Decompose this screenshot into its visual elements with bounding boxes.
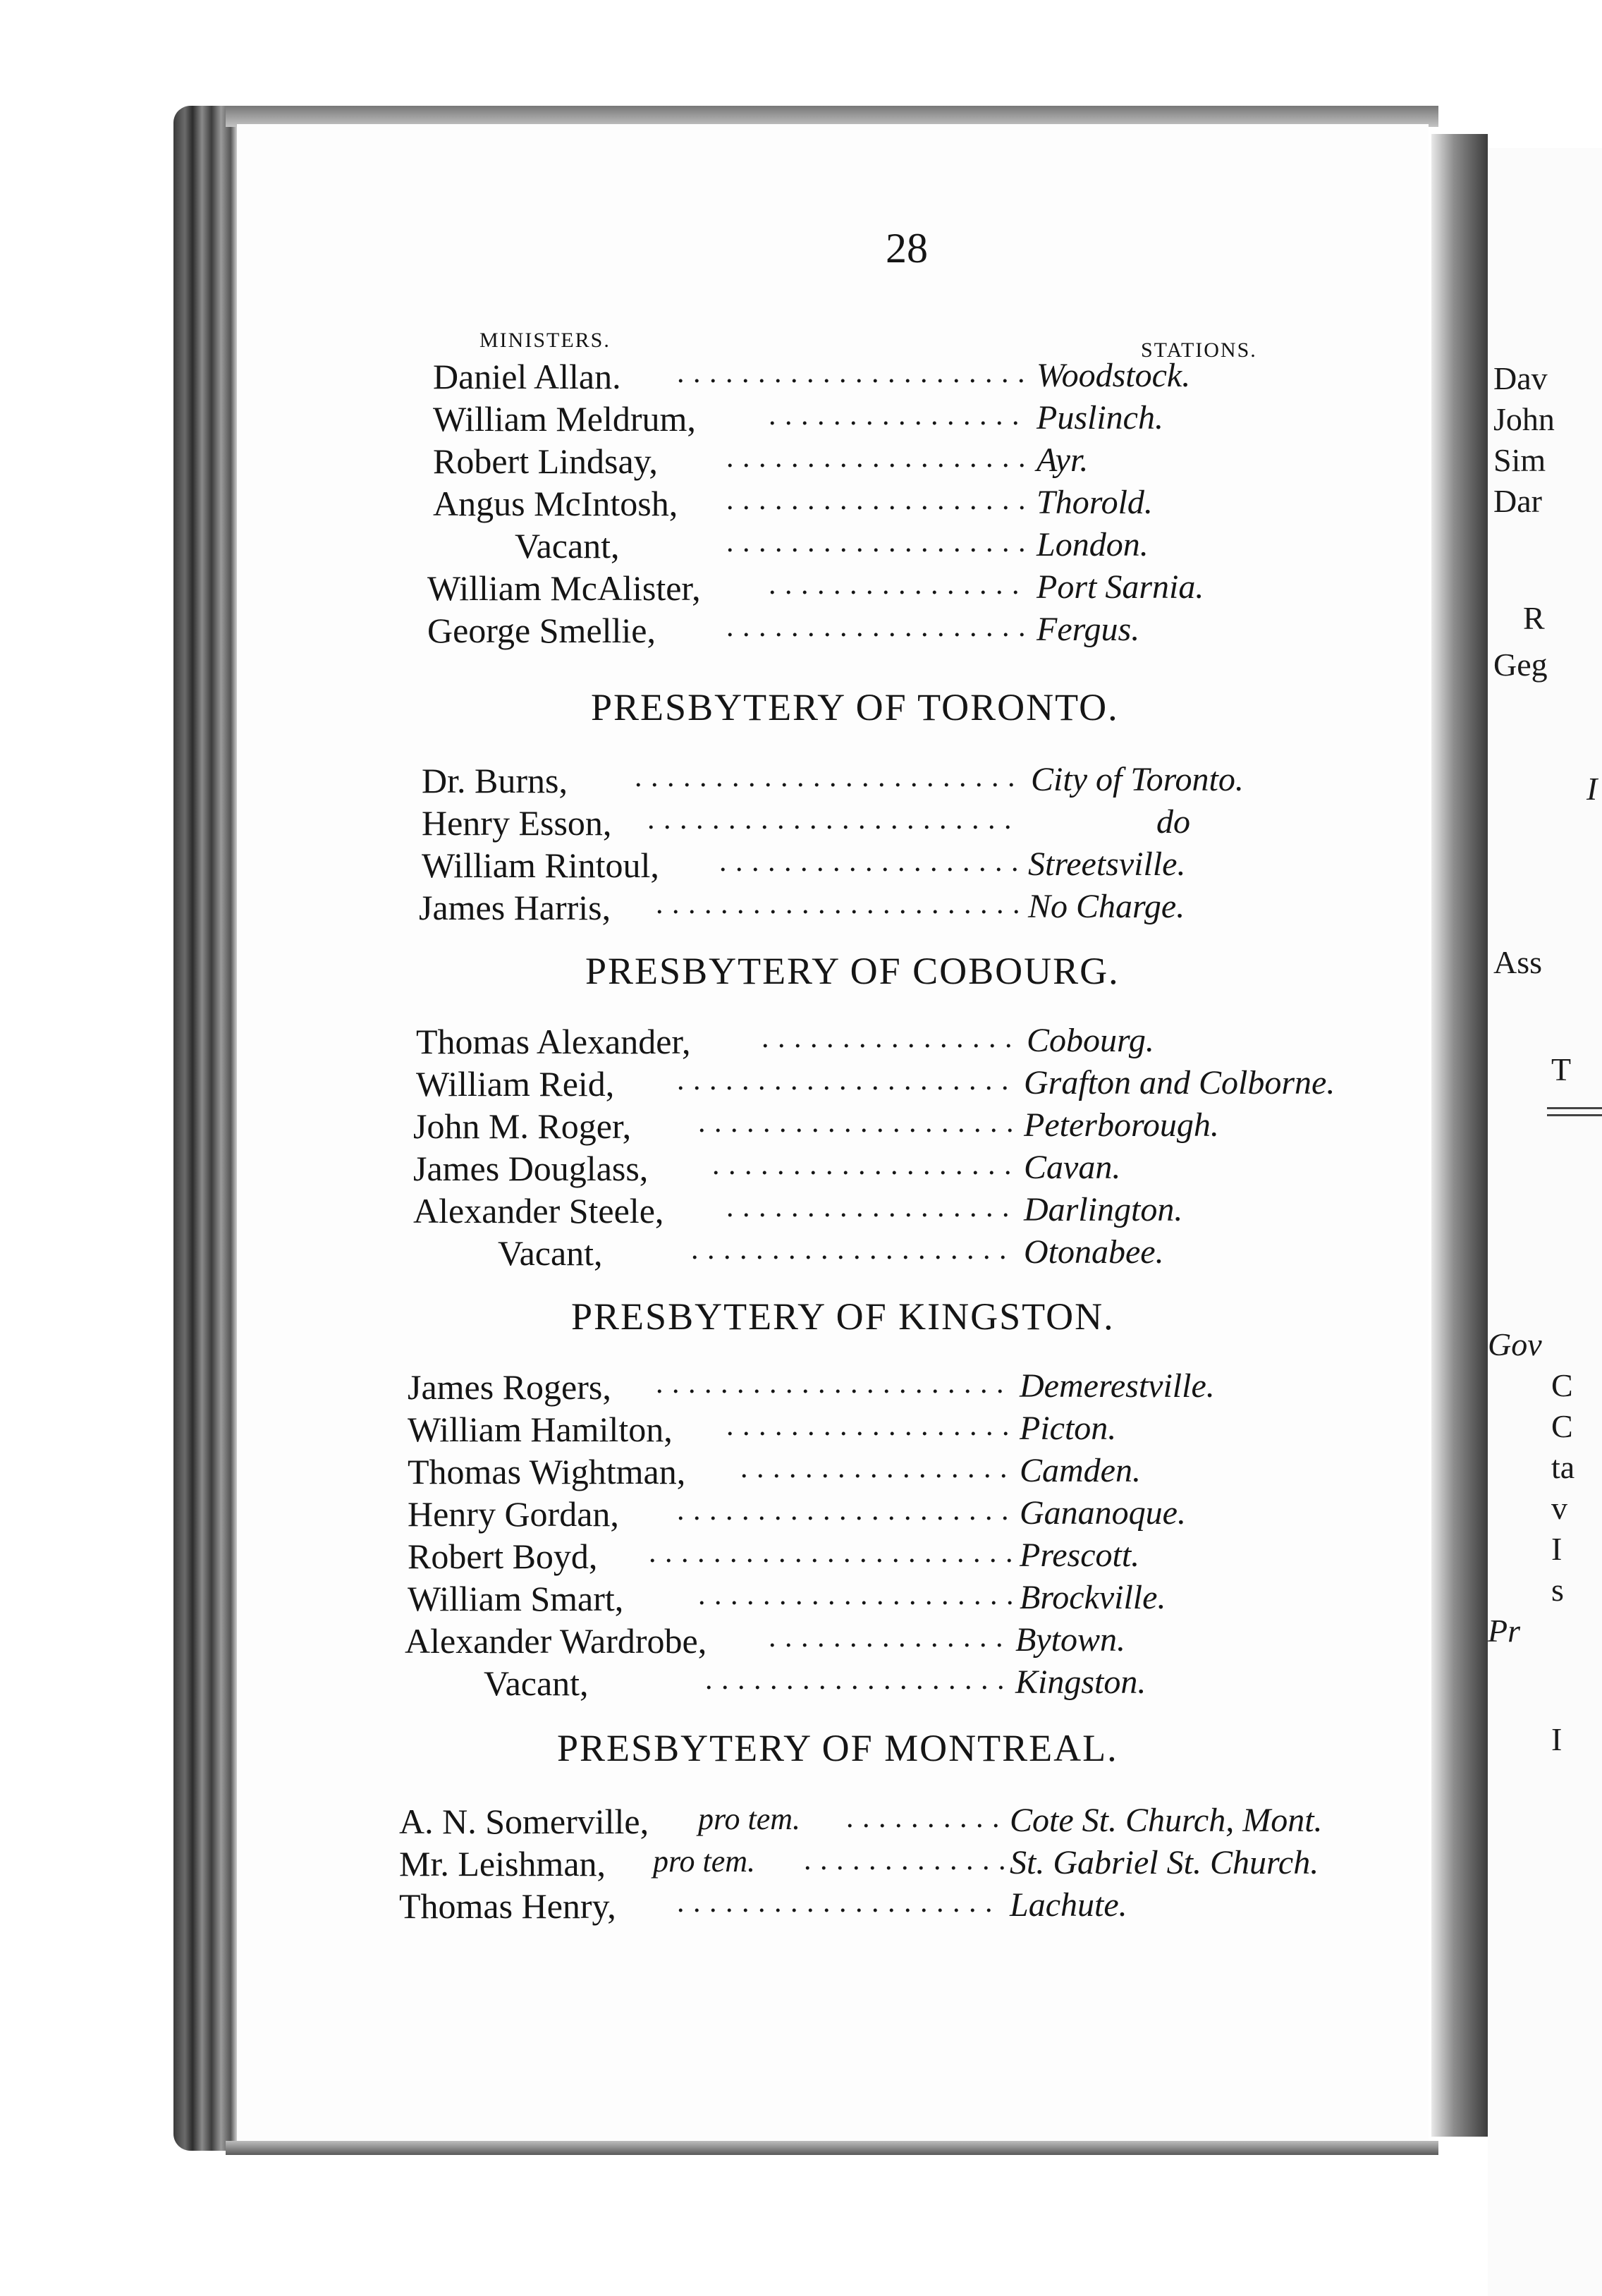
- dot-leaders: [726, 441, 1029, 483]
- minister-name: George Smellie,: [427, 611, 656, 650]
- presbytery-heading: PRESBYTERY OF MONTREAL.: [557, 1727, 1118, 1769]
- facing-page-fragment: v: [1551, 1490, 1567, 1526]
- minister-entry: [0, 1148, 1602, 1190]
- dot-leaders: [769, 1620, 1015, 1663]
- minister-entry: [0, 802, 1602, 845]
- minister-name: John M. Roger,: [413, 1106, 632, 1146]
- page-bottom-edge: [226, 2141, 1438, 2155]
- station-name: No Charge.: [1028, 888, 1185, 925]
- minister-entry: [0, 887, 1602, 929]
- facing-page-fragment: T: [1551, 1051, 1572, 1087]
- station-name: City of Toronto.: [1031, 761, 1244, 798]
- presbytery-heading: PRESBYTERY OF COBOURG.: [585, 950, 1120, 992]
- minister-name: Thomas Wightman,: [408, 1452, 686, 1491]
- station-name: Cobourg.: [1027, 1022, 1154, 1059]
- facing-page-fragment: I: [1551, 1531, 1563, 1567]
- minister-entry: [0, 610, 1602, 652]
- station-name: Prescott.: [1020, 1537, 1140, 1574]
- minister-name: Alexander Steele,: [413, 1191, 664, 1231]
- minister-name: Vacant,: [484, 1663, 589, 1703]
- dot-leaders: [769, 398, 1029, 441]
- facing-page-fragment: I: [1586, 771, 1598, 807]
- dot-leaders: [719, 845, 1022, 887]
- dot-leaders: [677, 1886, 1008, 1928]
- station-name: Demerestville.: [1020, 1367, 1215, 1405]
- minister-name: Robert Boyd,: [408, 1537, 598, 1576]
- station-name: Cavan.: [1024, 1149, 1121, 1186]
- minister-name: William McAlister,: [427, 568, 701, 608]
- minister-entry: [0, 760, 1602, 802]
- minister-name: Henry Esson,: [422, 803, 612, 843]
- station-name: Gananoque.: [1020, 1494, 1186, 1532]
- minister-entry: [0, 1578, 1602, 1620]
- minister-name: Robert Lindsay,: [433, 441, 658, 481]
- dot-leaders: [804, 1843, 1008, 1886]
- minister-entry: [0, 1021, 1602, 1063]
- facing-page-fragment: C: [1551, 1408, 1573, 1444]
- dot-leaders: [712, 1148, 1019, 1190]
- dot-leaders: [677, 1063, 1019, 1106]
- dot-leaders: [846, 1801, 1008, 1843]
- minister-name: Vacant,: [515, 526, 620, 566]
- station-name: Fergus.: [1037, 611, 1140, 648]
- dot-leaders: [691, 1233, 1019, 1275]
- station-name: Cote St. Church, Mont.: [1010, 1802, 1323, 1839]
- minister-name: William Reid,: [416, 1064, 615, 1104]
- minister-entry: [0, 483, 1602, 525]
- station-name: Peterborough.: [1024, 1106, 1219, 1144]
- minister-entry: [0, 845, 1602, 887]
- minister-entry: [0, 568, 1602, 610]
- minister-entry: [0, 1536, 1602, 1578]
- minister-name: Daniel Allan.: [433, 357, 621, 396]
- minister-entry: [0, 525, 1602, 568]
- minister-entry: [0, 1843, 1602, 1886]
- dot-leaders: [740, 1451, 1015, 1494]
- minister-entry: [0, 1663, 1602, 1705]
- minister-name: William Hamilton,: [408, 1410, 673, 1449]
- station-name: Woodstock.: [1037, 357, 1191, 394]
- minister-name: Angus McIntosh,: [433, 484, 678, 523]
- minister-name: James Douglass,: [413, 1149, 649, 1188]
- presbytery-heading: PRESBYTERY OF TORONTO.: [591, 686, 1119, 728]
- dot-leaders: [762, 1021, 1022, 1063]
- facing-page-fragment: Ass: [1493, 944, 1543, 980]
- minister-entry: [0, 356, 1602, 398]
- minister-entry: [0, 1063, 1602, 1106]
- minister-name-suffix: pro tem.: [698, 1802, 801, 1836]
- station-name: Lachute.: [1010, 1886, 1127, 1924]
- station-name: Port Sarnia.: [1037, 568, 1204, 606]
- minister-entry: [0, 1801, 1602, 1843]
- minister-entry: [0, 398, 1602, 441]
- dot-leaders: [769, 568, 1029, 610]
- facing-page-fragment: ta: [1551, 1449, 1575, 1485]
- station-name: Otonabee.: [1024, 1233, 1164, 1271]
- minister-entry: [0, 1409, 1602, 1451]
- minister-name-suffix: pro tem.: [653, 1844, 756, 1879]
- stations-column-header: STATIONS.: [1141, 338, 1257, 362]
- minister-name: Mr. Leishman,: [399, 1844, 606, 1883]
- minister-name: William Meldrum,: [433, 399, 696, 439]
- station-name: Kingston.: [1015, 1663, 1147, 1701]
- facing-page-fragment: s: [1551, 1572, 1564, 1608]
- minister-entry: [0, 1233, 1602, 1275]
- minister-name: James Harris,: [419, 888, 611, 927]
- dot-leaders: [698, 1106, 1019, 1148]
- station-name: Darlington.: [1024, 1191, 1183, 1228]
- dot-leaders: [726, 1409, 1015, 1451]
- dot-leaders: [726, 1190, 1019, 1233]
- dot-leaders: [677, 356, 1029, 398]
- minister-name: William Rintoul,: [422, 845, 659, 885]
- minister-entry: [0, 1190, 1602, 1233]
- minister-name: William Smart,: [408, 1579, 624, 1618]
- dot-leaders: [635, 760, 1026, 802]
- presbytery-heading: PRESBYTERY OF KINGSTON.: [571, 1295, 1115, 1338]
- station-name: Brockville.: [1020, 1579, 1166, 1616]
- station-name: Ayr.: [1037, 441, 1089, 479]
- dot-leaders: [647, 802, 1021, 845]
- minister-entry: [0, 1886, 1602, 1928]
- station-name: Streetsville.: [1028, 845, 1186, 883]
- facing-page-fragment: R: [1523, 600, 1545, 636]
- station-name: Camden.: [1020, 1452, 1141, 1489]
- station-name: Puslinch.: [1037, 399, 1163, 436]
- facing-page-fragment: John: [1493, 401, 1555, 437]
- dot-leaders: [656, 1367, 1015, 1409]
- facing-page-fragment: Dav: [1493, 360, 1548, 396]
- minister-name: A. N. Somerville,: [399, 1802, 649, 1841]
- dot-leaders: [677, 1494, 1015, 1536]
- dot-leaders: [705, 1663, 1012, 1705]
- dot-leaders: [726, 610, 1029, 652]
- ministers-column-header: MINISTERS.: [479, 329, 611, 352]
- facing-page-fragment: Gov: [1488, 1326, 1542, 1362]
- minister-entry: [0, 441, 1602, 483]
- facing-page-fragment: Dar: [1493, 483, 1542, 519]
- facing-page-fragment: Pr: [1488, 1613, 1520, 1649]
- station-name: London.: [1037, 526, 1149, 563]
- minister-name: James Rogers,: [408, 1367, 611, 1407]
- station-name: St. Gabriel St. Church.: [1010, 1844, 1319, 1881]
- minister-entry: [0, 1620, 1602, 1663]
- facing-page-fragment: C: [1551, 1367, 1573, 1403]
- minister-name: Thomas Alexander,: [416, 1022, 691, 1061]
- minister-name: Dr. Burns,: [422, 761, 568, 800]
- dot-leaders: [726, 483, 1029, 525]
- station-name: Bytown.: [1015, 1621, 1125, 1659]
- dot-leaders: [726, 525, 1029, 568]
- minister-entry: [0, 1106, 1602, 1148]
- facing-page-fragment: Geg: [1493, 647, 1548, 683]
- station-name: do: [1156, 803, 1190, 841]
- station-name: Picton.: [1020, 1410, 1117, 1447]
- minister-name: Alexander Wardrobe,: [405, 1621, 707, 1661]
- facing-page-fragment: Sim: [1493, 442, 1546, 478]
- minister-name: Thomas Henry,: [399, 1886, 616, 1926]
- facing-page-fragment: I: [1551, 1721, 1563, 1757]
- station-name: Thorold.: [1037, 484, 1153, 521]
- minister-name: Vacant,: [498, 1233, 603, 1273]
- page-number: 28: [886, 225, 928, 271]
- minister-name: Henry Gordan,: [408, 1494, 619, 1534]
- minister-entry: [0, 1494, 1602, 1536]
- dot-leaders: [649, 1536, 1015, 1578]
- minister-entry: [0, 1367, 1602, 1409]
- station-name: Grafton and Colborne.: [1024, 1064, 1335, 1101]
- dot-leaders: [698, 1578, 1015, 1620]
- minister-entry: [0, 1451, 1602, 1494]
- dot-leaders: [656, 887, 1022, 929]
